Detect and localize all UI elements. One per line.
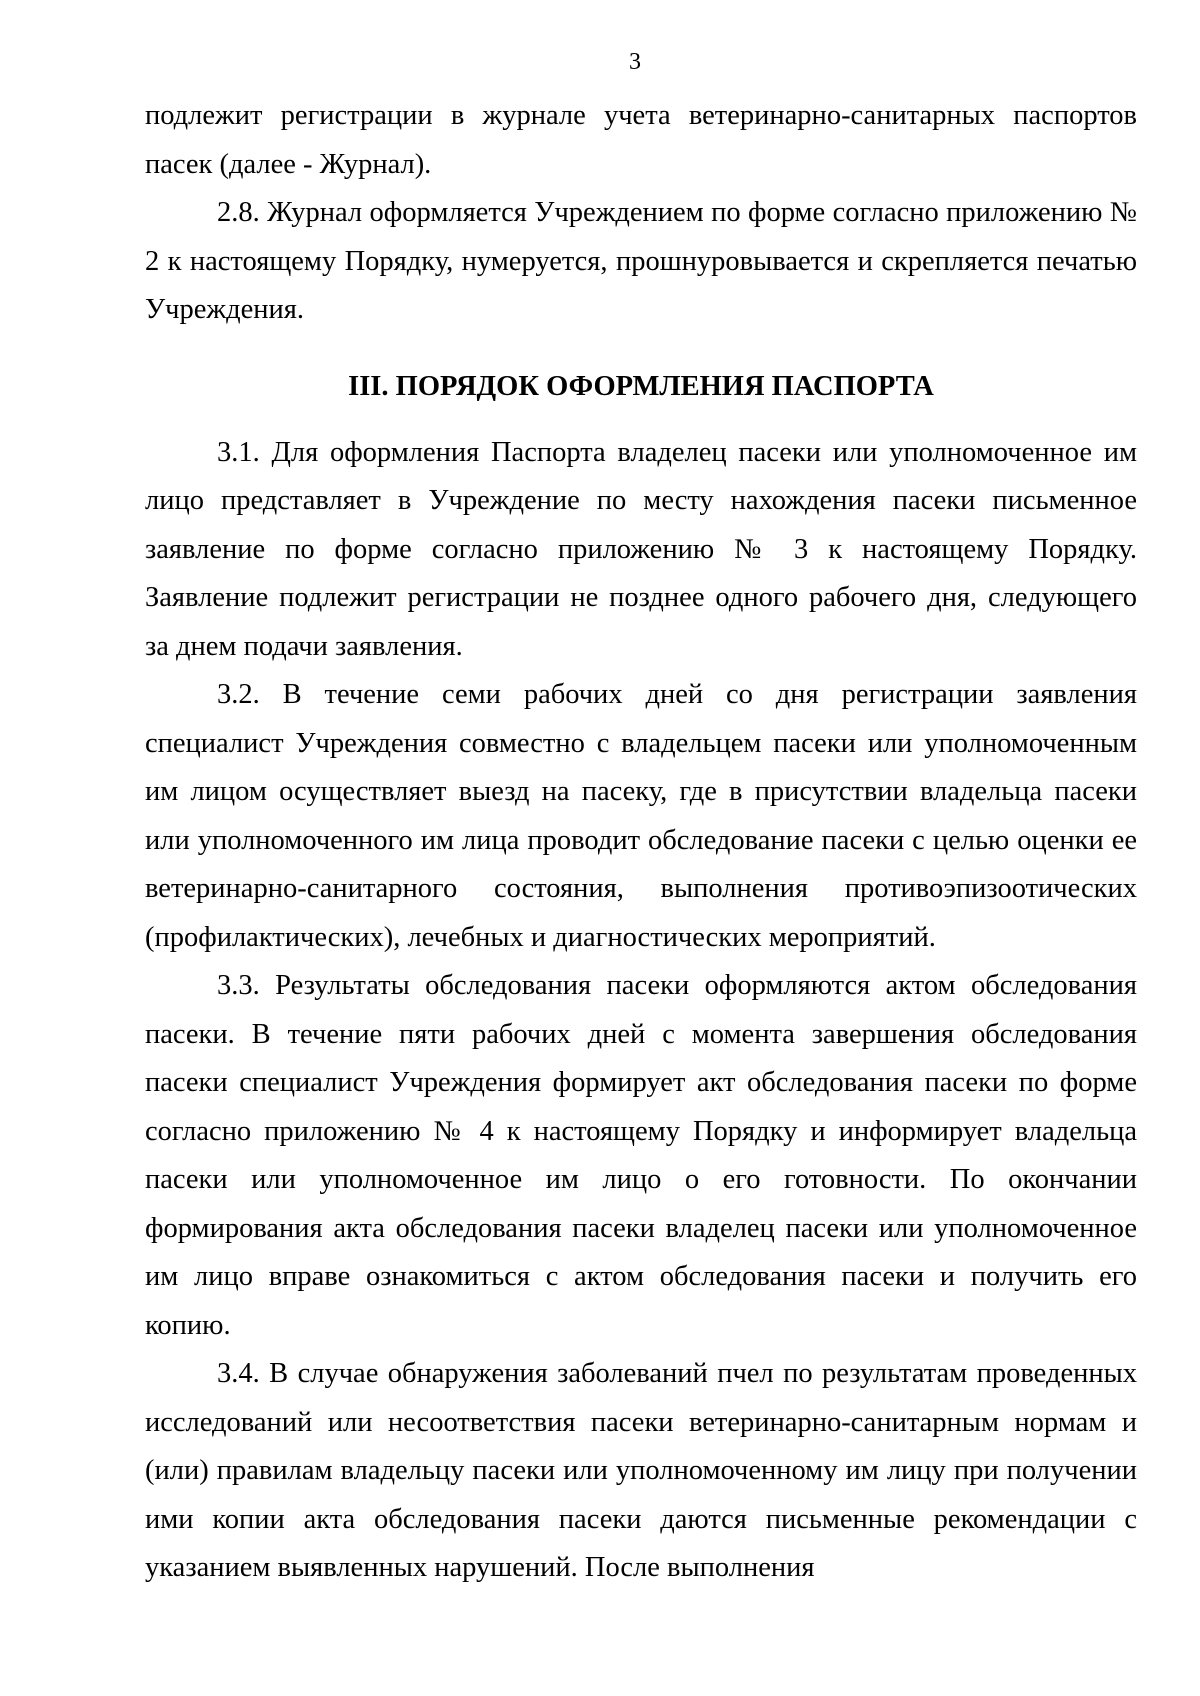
section-heading: III. ПОРЯДОК ОФОРМЛЕНИЯ ПАСПОРТА bbox=[348, 370, 934, 402]
paragraph-3-4: 3.4. В случае обнаружения заболеваний пчел по результатам проведенных исследований или несоответствия пасеки ветеринарно-санитарным нормам и (или) правилам владельцу пасеки или уполномоченному им лицу при получении ими копии акта обследования пасеки даются письменные рекомендации с указанием выявленных нарушений. После выполнения bbox=[145, 1358, 1137, 1583]
paragraph-3-1: 3.1. Для оформления Паспорта владелец пасеки или уполномоченное им лицо представляет в Учреждение по месту нахождения пасеки письменное заявление по форме согласно приложению № 3 к настоящему Порядку. Заявление подлежит регистрации не позднее одного рабочего дня, следующего за днем подачи заявления. bbox=[145, 436, 1137, 662]
paragraph-3-3: 3.3. Результаты обследования пасеки оформляются актом обследования пасеки. В течение пяти рабочих дней с момента завершения обследования пасеки специалист Учреждения формирует акт обследования пасеки по форме согласно приложению № 4 к настоящему Порядку и информирует владельца пасеки или уполномоченное им лицо о его готовности. По окончании формирования акта обследования пасеки владелец пасеки или уполномоченное им лицо вправе ознакомиться с актом обследования пасеки и получить его копию. bbox=[145, 970, 1137, 1341]
paragraph-2-8: 2.8. Журнал оформляется Учреждением по форме согласно приложению № 2 к настоящему Порядку, нумеруется, прошнуровывается и скрепляется печатью Учреждения. bbox=[145, 197, 1137, 325]
paragraph-2-7-continuation: подлежит регистрации в журнале учета ветеринарно-санитарных паспортов пасек (далее - Журнал). bbox=[145, 100, 1137, 180]
page-number: 3 bbox=[629, 49, 641, 75]
paragraph-3-2: 3.2. В течение семи рабочих дней со дня регистрации заявления специалист Учреждения совместно с владельцем пасеки или уполномоченным им лицом осуществляет выезд на пасеку, где в присутствии владельца пасеки или уполномоченного им лица проводит обследование пасеки с целью оценки ее ветеринарно-санитарного состояния, выполнения противоэпизоотических (профилактических), лечебных и диагностических мероприятий. bbox=[145, 679, 1137, 953]
document-body bbox=[145, 92, 1137, 1593]
